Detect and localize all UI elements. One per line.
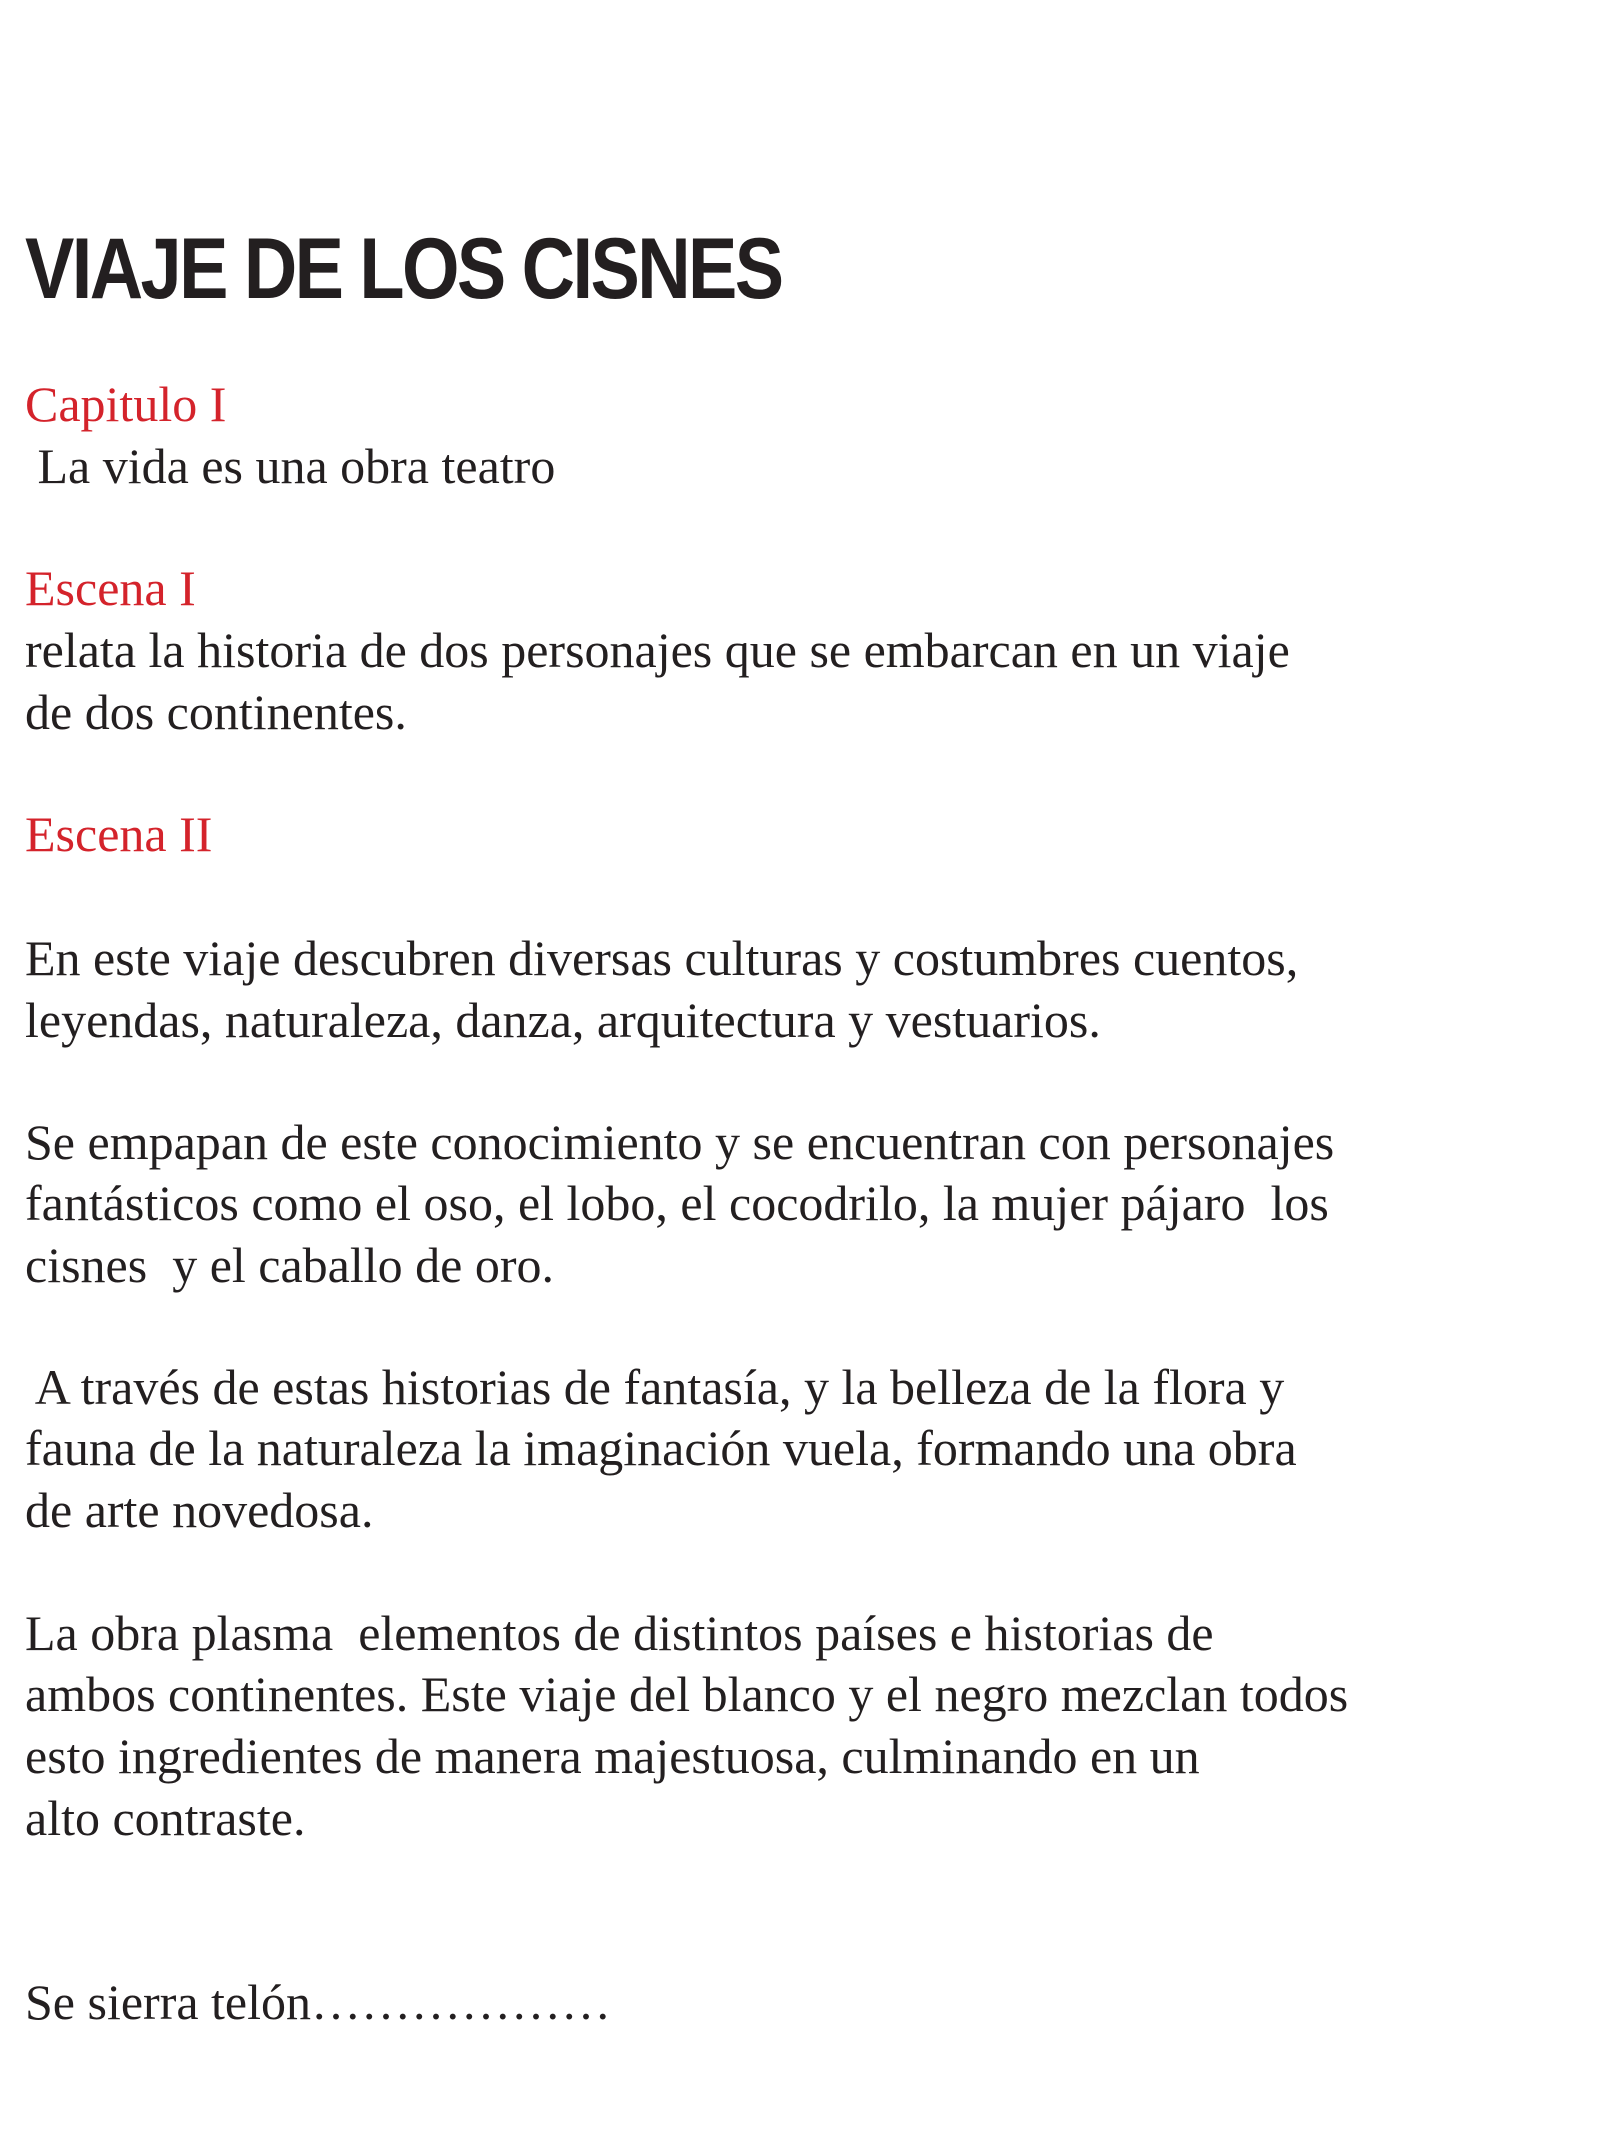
paragraph-4-line: La obra plasma elementos de distintos países e historias de (25, 1605, 1214, 1661)
paragraph-3-line: fauna de la naturaleza la imaginación vuela, formando una obra (25, 1420, 1297, 1476)
paragraph-3-line: de arte novedosa. (25, 1482, 374, 1538)
document-title: VIAJE DE LOS CISNES (25, 221, 782, 317)
chapter-subtitle: La vida es una obra teatro (25, 438, 556, 494)
scene-1-heading: Escena I (25, 560, 196, 616)
paragraph-2-line: fantásticos como el oso, el lobo, el cocodrilo, la mujer pájaro los (25, 1175, 1329, 1231)
paragraph-4-line: alto contraste. (25, 1790, 306, 1846)
chapter-heading: Capitulo I (25, 376, 227, 432)
paragraph-4-line: esto ingredientes de manera majestuosa, culminando en un (25, 1728, 1200, 1784)
paragraph-3-line: A través de estas historias de fantasía, y la belleza de la flora y (25, 1359, 1285, 1415)
paragraph-1-line: leyendas, naturaleza, danza, arquitectura y vestuarios. (25, 992, 1101, 1048)
paragraph-2-line: cisnes y el caballo de oro. (25, 1237, 554, 1293)
scene-2-heading: Escena II (25, 806, 213, 862)
scene-1-line: de dos continentes. (25, 684, 407, 740)
paragraph-2-line: Se empapan de este conocimiento y se encuentran con personajes (25, 1114, 1335, 1170)
paragraph-1-line: En este viaje descubren diversas culturas y costumbres cuentos, (25, 930, 1299, 986)
closing-line: Se sierra telón……………… (25, 1974, 612, 2030)
scene-1-line: relata la historia de dos personajes que se embarcan en un viaje (25, 622, 1290, 678)
paragraph-4-line: ambos continentes. Este viaje del blanco y el negro mezclan todos (25, 1666, 1349, 1722)
